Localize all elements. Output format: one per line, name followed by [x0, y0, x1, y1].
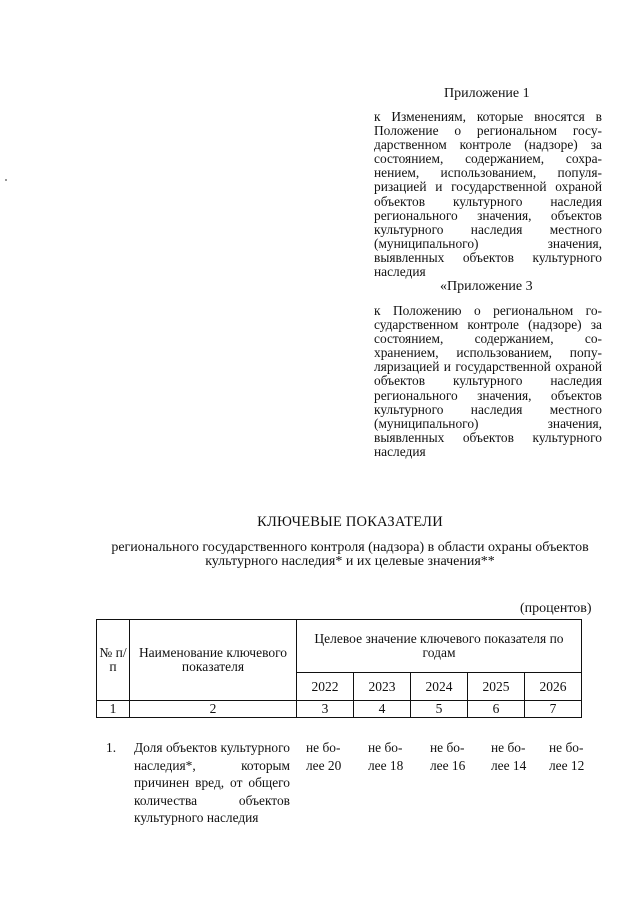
subtitle: регионального государственного контроля (надзора) в области охраны объектов культурного наследия* и их целевые значения** — [111, 540, 589, 569]
row-value-2026: не более 12 — [549, 740, 585, 773]
column-index: 4 — [354, 701, 411, 718]
column-index: 5 — [411, 701, 468, 718]
appendix-1-text: к Изменениям, которые вносятся в Положение о региональном государственном контроле (надзоре) за состоянием, содержанием, сохранением, использованием, популяризацией и государственной охраной объектов культурного наследия регионального значения, объектов культурного наследия местного (муниципального) значения, выявленных объектов культурного наследия — [374, 109, 602, 280]
header-num: № п/п — [97, 620, 130, 701]
column-index: 3 — [297, 701, 354, 718]
row-value-2023: не более 18 — [368, 740, 404, 773]
main-title: КЛЮЧЕВЫЕ ПОКАЗАТЕЛИ — [257, 514, 443, 530]
row-value-2025: не более 14 — [491, 740, 527, 773]
column-index: 6 — [468, 701, 525, 718]
scan-speck — [5, 179, 7, 181]
column-index: 7 — [525, 701, 582, 718]
header-year: 2023 — [354, 673, 411, 701]
row-indicator-name: Доля объектов культурного наследия*, которым причинен вред, от общего количества объектов культурного наследия — [134, 740, 290, 825]
row-value-2022: не более 20 — [306, 740, 342, 773]
header-year: 2026 — [525, 673, 582, 701]
column-index: 1 — [97, 701, 130, 718]
header-target: Целевое значение ключевого показателя по годам — [297, 620, 582, 673]
appendix-3-title: «Приложение 3 — [440, 279, 533, 294]
indicators-table — [96, 619, 582, 718]
unit-label: (процентов) — [520, 601, 592, 616]
column-index: 2 — [130, 701, 297, 718]
appendix-3-text: к Положению о региональном государственном контроле (надзоре) за состоянием, содержанием, сохранением, использованием, популяризацией и государственной охраной объектов культурного наследия регионального значения, объектов культурного наследия местного (муниципального) значения, выявленных объектов культурного наследия — [374, 303, 602, 459]
header-year: 2025 — [468, 673, 525, 701]
header-year: 2022 — [297, 673, 354, 701]
header-name: Наименование ключевого показателя — [130, 620, 297, 701]
row-value-2024: не более 16 — [430, 740, 466, 773]
header-year: 2024 — [411, 673, 468, 701]
row-number: 1. — [106, 740, 117, 755]
appendix-1-title: Приложение 1 — [444, 86, 530, 101]
